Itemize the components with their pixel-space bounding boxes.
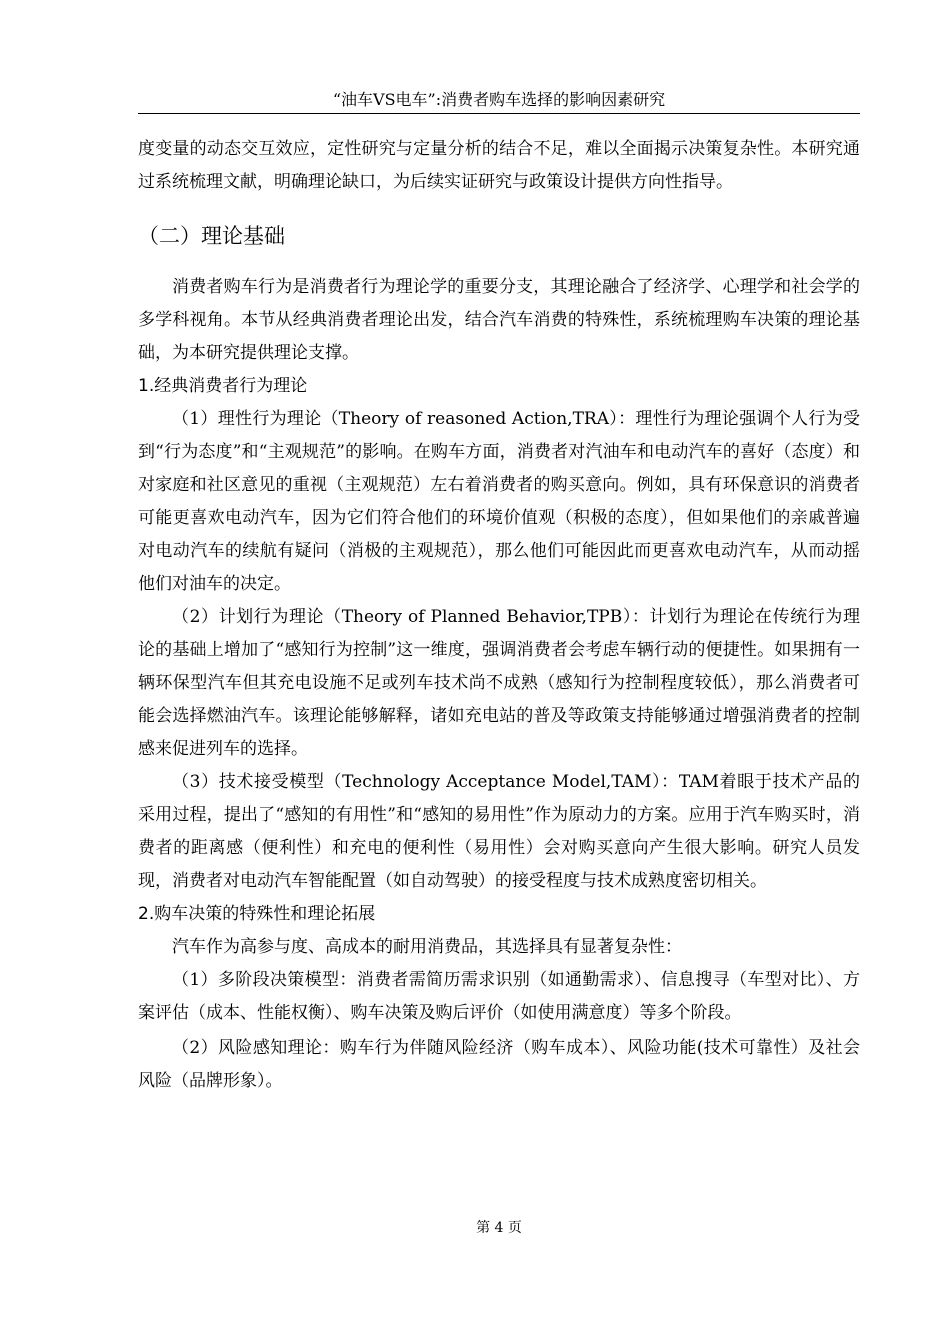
header-rule [138,113,860,114]
tra-paragraph: （1）理性行为理论（Theory of reasoned Action,TRA）：理性行为理论强调个人行为受到“行为态度”和“主观规范”的影响。在购车方面，消费者对汽油车和电动汽车的喜好（态度）和对家庭和社区意见的重视（主观规范）左右着消费者的购买意向。例如，具有环保意识的消费者可能更喜欢电动汽车，因为它们符合他们的环境价值观（积极的态度），但如果他们的亲戚普遍对电动汽车的续航有疑问（消极的主观规范），那么他们可能因此而更喜欢电动汽车，从而动摇他们对油车的决定。 [138,409,860,594]
tam-paragraph: （3）技术接受模型（Technology Acceptance Model,TAM）：TAM着眼于技术产品的采用过程，提出了“感知的有用性”和“感知的易用性”作为原动力的方案。应用于汽车购买时，消费者的距离感（便利性）和充电的便利性（易用性）会对购买意向产生很大影响。研究人员发现，消费者对电动汽车智能配置（如自动驾驶）的接受程度与技术成熟度密切相关。 [138,772,860,891]
multistage-paragraph: （1）多阶段决策模型：消费者需简历需求识别（如通勤需求）、信息搜寻（车型对比）、方案评估（成本、性能权衡）、购车决策及购后评价（如使用满意度）等多个阶段。 [138,970,860,1023]
page-body [138,133,860,1098]
page-number: 第 4 页 [476,1220,522,1236]
risk-paragraph: （2）风险感知理论：购车行为伴随风险经济（购车成本）、风险功能(技术可靠性）及社会风险（品牌形象）。 [138,1038,860,1091]
subsection-heading-2: 2.购车决策的特殊性和理论拓展 [138,904,376,924]
intro-paragraph: 度变量的动态交互效应，定性研究与定量分析的结合不足，难以全面揭示决策复杂性。本研究通过系统梳理文献，明确理论缺口，为后续实证研究与政策设计提供方向性指导。 [138,139,860,192]
subsection-heading-1: 1.经典消费者行为理论 [138,376,308,396]
section-intro-paragraph: 消费者购车行为是消费者行为理论学的重要分支，其理论融合了经济学、心理学和社会学的多学科视角。本节从经典消费者理论出发，结合汽车消费的特殊性，系统梳理购车决策的理论基础，为本研究提供理论支撑。 [138,277,860,363]
section-heading: （二）理论基础 [138,224,285,248]
special-intro-paragraph: 汽车作为高参与度、高成本的耐用消费品，其选择具有显著复杂性： [172,937,682,957]
tpb-paragraph: （2）计划行为理论（Theory of Planned Behavior,TPB）：计划行为理论在传统行为理论的基础上增加了“感知行为控制”这一维度，强调消费者会考虑车辆行动的便捷性。如果拥有一辆环保型汽车但其充电设施不足或列车技术尚不成熟（感知行为控制程度较低），那么消费者可能会选择燃油汽车。该理论能够解释，诸如充电站的普及等政策支持能够通过增强消费者的控制感来促进列车的选择。 [138,607,860,759]
running-header: “油车VS电车”:消费者购车选择的影响因素研究 [332,90,666,109]
